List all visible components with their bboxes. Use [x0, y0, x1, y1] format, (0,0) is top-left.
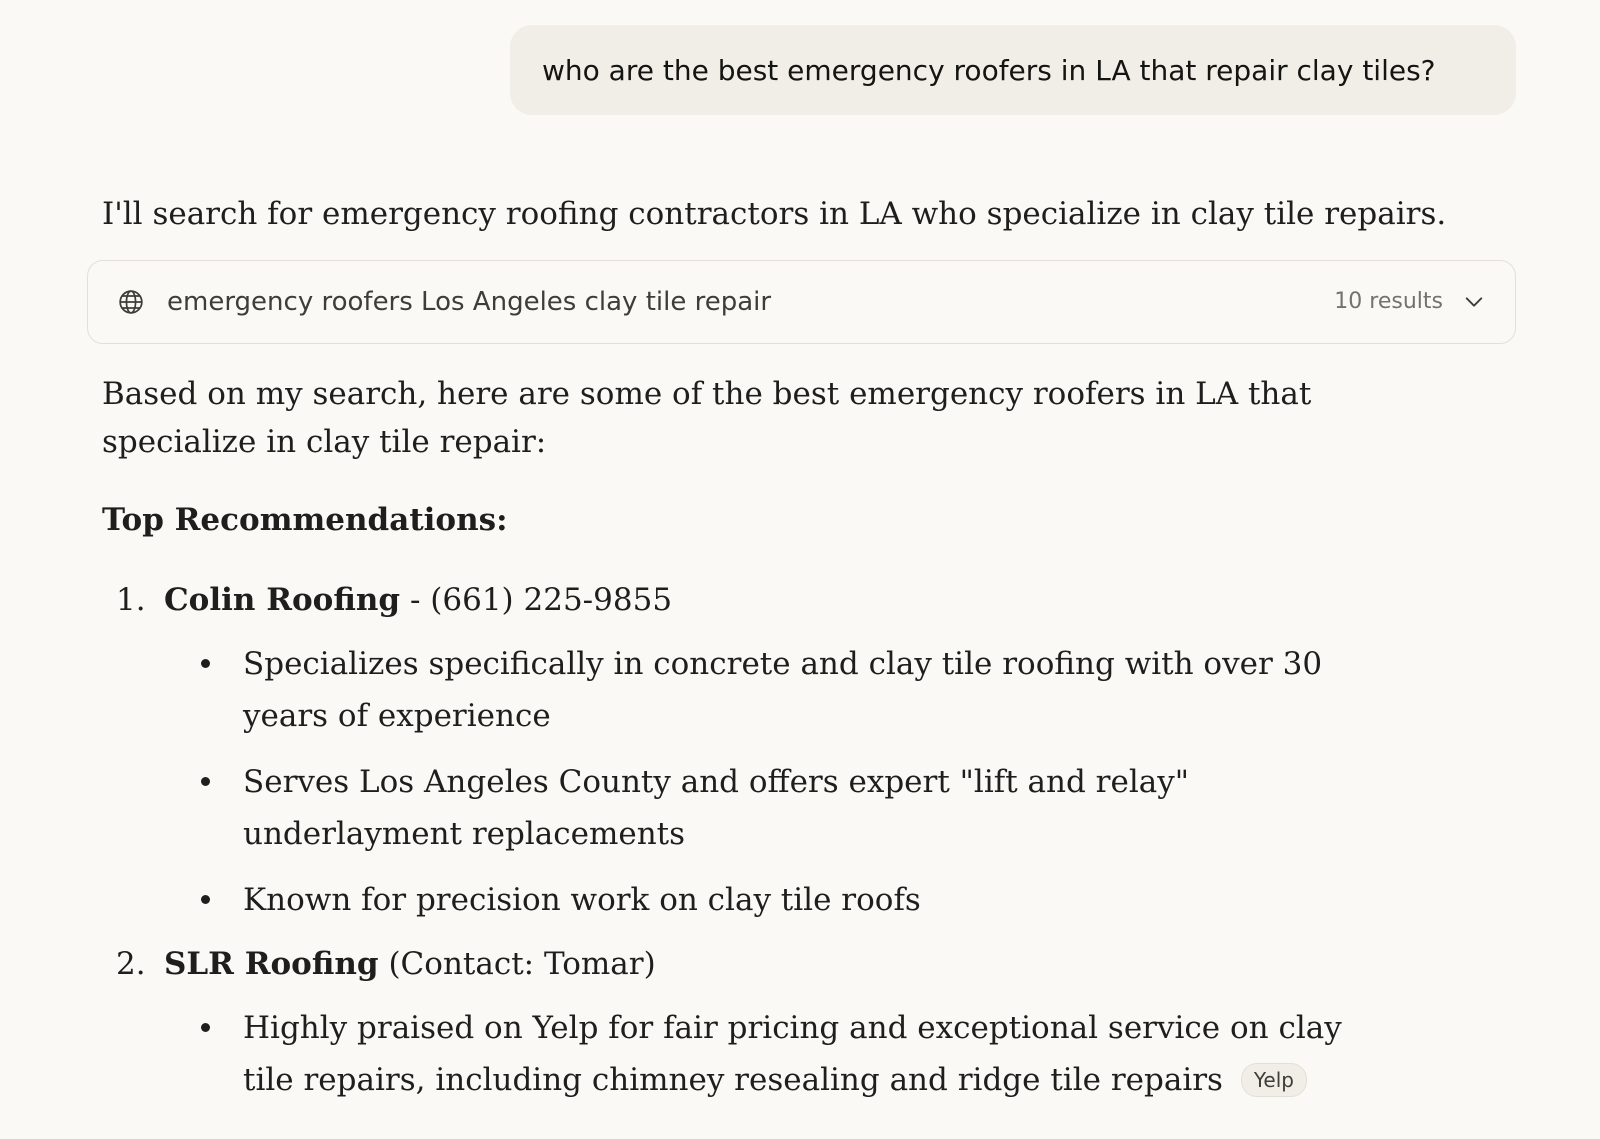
assistant-response: [102, 190, 1522, 1120]
list-item: [164, 756, 1353, 860]
detail-text: Specializes specifically in concrete and clay tile roofing with over 30 years of experience: [243, 646, 1323, 734]
results-count: 10 results: [1334, 289, 1443, 314]
bullet-icon: [201, 777, 210, 786]
user-message-bubble: [510, 25, 1516, 115]
company-name: Colin Roofing: [164, 582, 401, 618]
source-chip-yelp[interactable]: Yelp: [1241, 1063, 1307, 1097]
detail-text: Serves Los Angeles County and offers expert "lift and relay" underlayment replacements: [243, 764, 1189, 852]
detail-list: [164, 638, 1522, 926]
bullet-icon: [201, 1023, 210, 1032]
company-contact: (Contact: Tomar): [378, 946, 656, 982]
user-message-text: who are the best emergency roofers in LA that repair clay tiles?: [542, 53, 1436, 87]
globe-icon: [117, 288, 145, 316]
company-line: [164, 576, 1522, 624]
response-intro: I'll search for emergency roofing contractors in LA who specialize in clay tile repairs.: [102, 196, 1447, 232]
detail-list: [164, 1002, 1522, 1106]
list-item: [164, 638, 1353, 742]
company-name: SLR Roofing: [164, 946, 379, 982]
recommendation-list: [102, 576, 1522, 1106]
section-heading: Top Recommendations:: [102, 502, 508, 538]
company-line: [164, 940, 1522, 988]
detail-text: Highly praised on Yelp for fair pricing and exceptional service on clay tile repairs, including chimney resealing and ridge tile repairs: [243, 1010, 1342, 1098]
list-number: 2.: [116, 946, 146, 982]
chevron-down-icon[interactable]: [1461, 289, 1487, 315]
bullet-icon: [201, 895, 210, 904]
bullet-icon: [201, 659, 210, 668]
web-search-result-toggle[interactable]: [87, 260, 1516, 344]
recommendation-item: [102, 940, 1522, 1106]
list-number: 1.: [116, 582, 146, 618]
company-contact: - (661) 225-9855: [400, 582, 673, 618]
detail-text: Known for precision work on clay tile roofs: [243, 882, 921, 918]
response-summary: Based on my search, here are some of the best emergency roofers in LA that specialize in clay tile repair:: [102, 376, 1312, 460]
recommendation-item: [102, 576, 1522, 926]
list-item: [164, 1002, 1353, 1106]
list-item: [164, 874, 1353, 926]
search-query: emergency roofers Los Angeles clay tile repair: [167, 287, 772, 317]
